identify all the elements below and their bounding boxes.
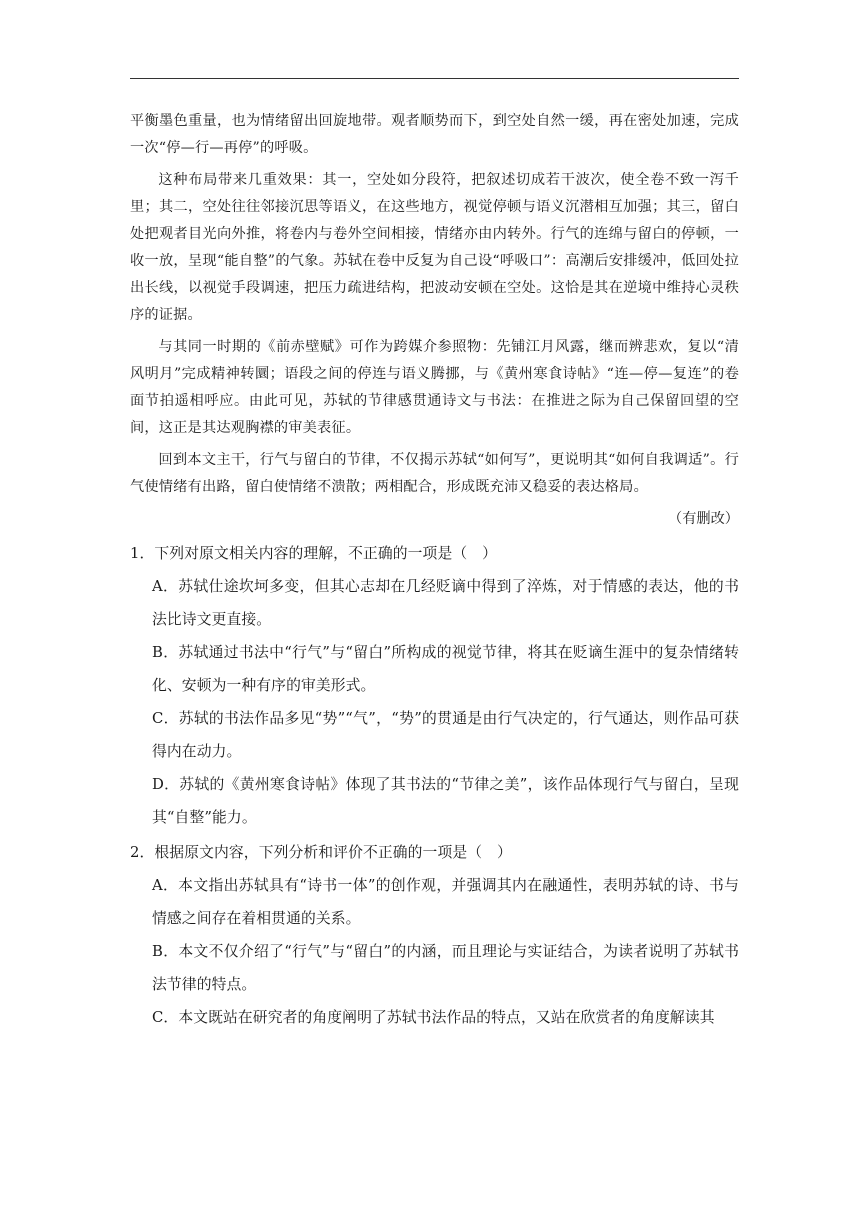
passage-paragraph-4: 回到本文主干，行气与留白的节律，不仅揭示苏轼“如何写”，更说明其“如何自我调适”。行气使情绪有出路，留白使情绪不溃散；两相配合，形成既充沛又稳妥的表达格局。 — [130, 452, 739, 495]
option-c: C．本文既站在研究者的角度阐明了苏轼书法作品的特点，又站在欣赏者的角度解读其 — [152, 1009, 715, 1026]
source-note: （有删改） — [668, 511, 739, 527]
option-c: C．苏轼的书法作品多见“势”“气”，“势”的贯通是由行气决定的，行气通达，则作品可获得内在动力。 — [152, 710, 739, 760]
document-page — [130, 108, 739, 1034]
option-a: A．本文指出苏轼具有“诗书一体”的创作观，并强调其内在融通性，表明苏轼的诗、书与情感之间存在着相贯通的关系。 — [152, 877, 739, 927]
passage-paragraph-3: 与其同一时期的《前赤壁赋》可作为跨媒介参照物：先铺江月风露，继而辨悲欢，复以“清风明月”完成精神转圜；语段之间的停连与语义腾挪，与《黄州寒食诗帖》“连—停—复连”的卷面节拍遥相呼应。由此可见，苏轼的节律感贯通诗文与书法：在推进之际为自己保留回望的空间，这正是其达观胸襟的审美表征。 — [130, 339, 739, 436]
option-d: D．苏轼的《黄州寒食诗帖》体现了其书法的“节律之美”，该作品体现行气与留白，呈现其“自整”能力。 — [152, 776, 739, 826]
option-b: B．本文不仅介绍了“行气”与“留白”的内涵，而且理论与实证结合，为读者说明了苏轼书法节律的特点。 — [152, 943, 739, 993]
question-1 — [130, 537, 739, 834]
option-a: A．苏轼仕途坎坷多变，但其心志却在几经贬谪中得到了淬炼，对于情感的表达，他的书法比诗文更直接。 — [152, 578, 739, 628]
question-2 — [130, 836, 739, 1034]
header-rule — [130, 78, 739, 79]
passage-paragraph-1: 平衡墨色重量，也为情绪留出回旋地带。观者顺势而下，到空处自然一缓，再在密处加速，完成一次“停—行—再停”的呼吸。 — [130, 113, 739, 156]
question-stem: 1．下列对原文相关内容的理解，不正确的一项是（ ） — [130, 545, 498, 562]
option-b: B．苏轼通过书法中“行气”与“留白”所构成的视觉节律，将其在贬谪生涯中的复杂情绪转化、安顿为一种有序的审美形式。 — [152, 644, 739, 694]
passage-paragraph-2: 这种布局带来几重效果：其一，空处如分段符，把叙述切成若干波次，使全卷不致一泻千里；其二，空处往往邻接沉思等语义，在这些地方，视觉停顿与语义沉潜相互加强；其三，留白处把观者目光向外推，将卷内与卷外空间相接，情绪亦由内转外。行气的连绵与留白的停顿，一收一放，呈现“能自整”的气象。苏轼在卷中反复为自己设“呼吸口”：高潮后安排缓冲，低回处拉出长线，以视觉手段调速，把压力疏进结构，把波动安顿在空处。这恰是其在逆境中维持心灵秩序的证据。 — [130, 172, 739, 323]
question-stem: 2．根据原文内容，下列分析和评价不正确的一项是（ ） — [130, 844, 512, 861]
